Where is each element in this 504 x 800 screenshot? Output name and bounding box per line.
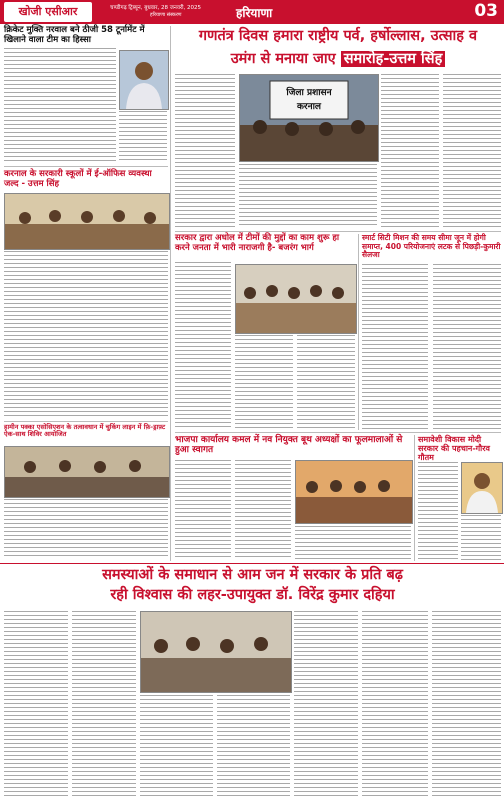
samvesh-headline: समावेशी विकास मोदी सरकार की पहचान-गौरव गौतम [418,435,490,463]
samvesh-body-text-1 [418,462,458,560]
cyber-headline: करनाल के सरकारी स्कूलों में ई-ऑफिस व्यवस्था जल्द - उत्तम सिंह [4,169,152,189]
main-body-text-col3 [381,74,439,228]
sarkar-headline: सरकार द्वारा अधोल में टीमों की मुद्दों का काम शुरू हा करने जनता में भारी नाराजगी है- बजरंग भार्ग [175,233,340,253]
main-body-text-col4 [443,74,501,228]
bottom-body-text-2 [72,611,136,797]
divider [414,435,415,561]
main-headline-line1: गणतंत्र दिवस हमारा राष्ट्रीय पर्व, हर्षोल्लास, उत्साह व [198,28,478,44]
hamid-headline: हामीन पक्का एसोसिएशन के तत्वावधान में चुकिंग लाइन में फ़ि-ड्राफ़्ट ऐक-साथ शिविर आयोजित [4,423,166,439]
bottom-headline-line1: समस्याओं के समाधान से आम जन में सरकार के प्रति बढ़ [102,567,403,583]
edition-line: हरियाणा संस्करण [150,12,182,18]
main-board-text-line1: जिला प्रशासन [286,88,332,98]
bottom-hearing-photo [140,611,292,693]
smart-city-body-text-1 [362,264,428,430]
bottom-hearing-photo-art [141,612,291,692]
main-headline-line2-highlight: समारोह-उत्तम सिंह [341,51,446,67]
sarkar-group-photo-art [236,265,356,333]
bjp-body-text-3 [295,526,411,560]
cricket-body-text-2 [119,111,167,163]
cricket-headline: क्रिकेट मुक्ति नरवाल बने ठीजी 58 टूर्नामेंट में खिलाने वाला टीम का हिस्सा [4,25,145,45]
bottom-body-text-7 [432,611,501,797]
divider [175,231,501,232]
bjp-headline: भाजपा कार्यालय कमल में नव नियुक्त बूथ अध्यक्षों का फूलमालाओं से हुआ स्वागत [175,435,403,456]
page-number: 03 [474,1,498,21]
bottom-body-text-4 [217,695,290,797]
bjp-body-text-1 [175,460,231,560]
cricket-body-text [4,48,116,163]
bjp-felicitation-photo-art [296,461,412,523]
bottom-headline-line2: रही विश्वास की लहर-उपायुक्त डॉ. विरेंद्र कुमार दहिया [110,587,395,603]
hamid-camp-photo [4,446,170,498]
sarkar-body-text-1 [175,262,231,430]
main-body-text-col1 [175,74,235,228]
sarkar-body-text-2 [235,335,293,430]
cricket-player-photo-art [120,51,168,109]
bjp-body-text-2 [235,460,291,560]
main-board-text-line2: करनाल [296,102,322,112]
samvesh-portrait-photo [461,462,503,514]
cricket-player-photo [119,50,169,110]
bottom-body-text-5 [294,611,358,797]
samvesh-portrait-photo-art [462,463,502,513]
bottom-body-text-1 [4,611,68,797]
sarkar-body-text-3 [297,335,355,430]
bottom-body-text-6 [362,611,428,797]
divider [358,234,359,430]
main-headline-line2-black: उमंग से मनाया जाए [230,51,336,67]
main-headline-line2 [175,48,501,68]
sarkar-group-photo [235,264,357,334]
divider [175,432,501,433]
divider [0,563,504,564]
cyber-body-text [4,251,168,419]
bjp-felicitation-photo [295,460,413,524]
hamid-body-text [4,499,168,559]
divider [4,166,168,167]
bottom-body-text-3 [140,695,213,797]
date-line: चण्डीगढ़ ट्रिब्यून, बुधवार, 28 जनवरी, 2025 [110,5,202,11]
cyber-meeting-photo-art [5,194,169,249]
divider [4,421,168,422]
smart-city-body-text-2 [433,264,501,430]
cyber-meeting-photo [4,193,170,250]
main-board-photo [239,74,379,162]
section-title: हरियाणा [236,6,273,20]
divider [170,26,171,561]
hamid-camp-photo-art [5,447,169,497]
main-body-text-col2 [239,164,377,228]
masthead [0,0,504,24]
samvesh-body-text-2 [461,515,501,560]
smart-city-headline: स्मार्ट सिटी मिशन की समय सीमा जून में होगी समाप्त, 400 परियोजनाएं लटक से पिछड़ी-कुमारी सैलजा [362,233,501,260]
newspaper-logo: खोजी एसीआर [4,2,92,22]
